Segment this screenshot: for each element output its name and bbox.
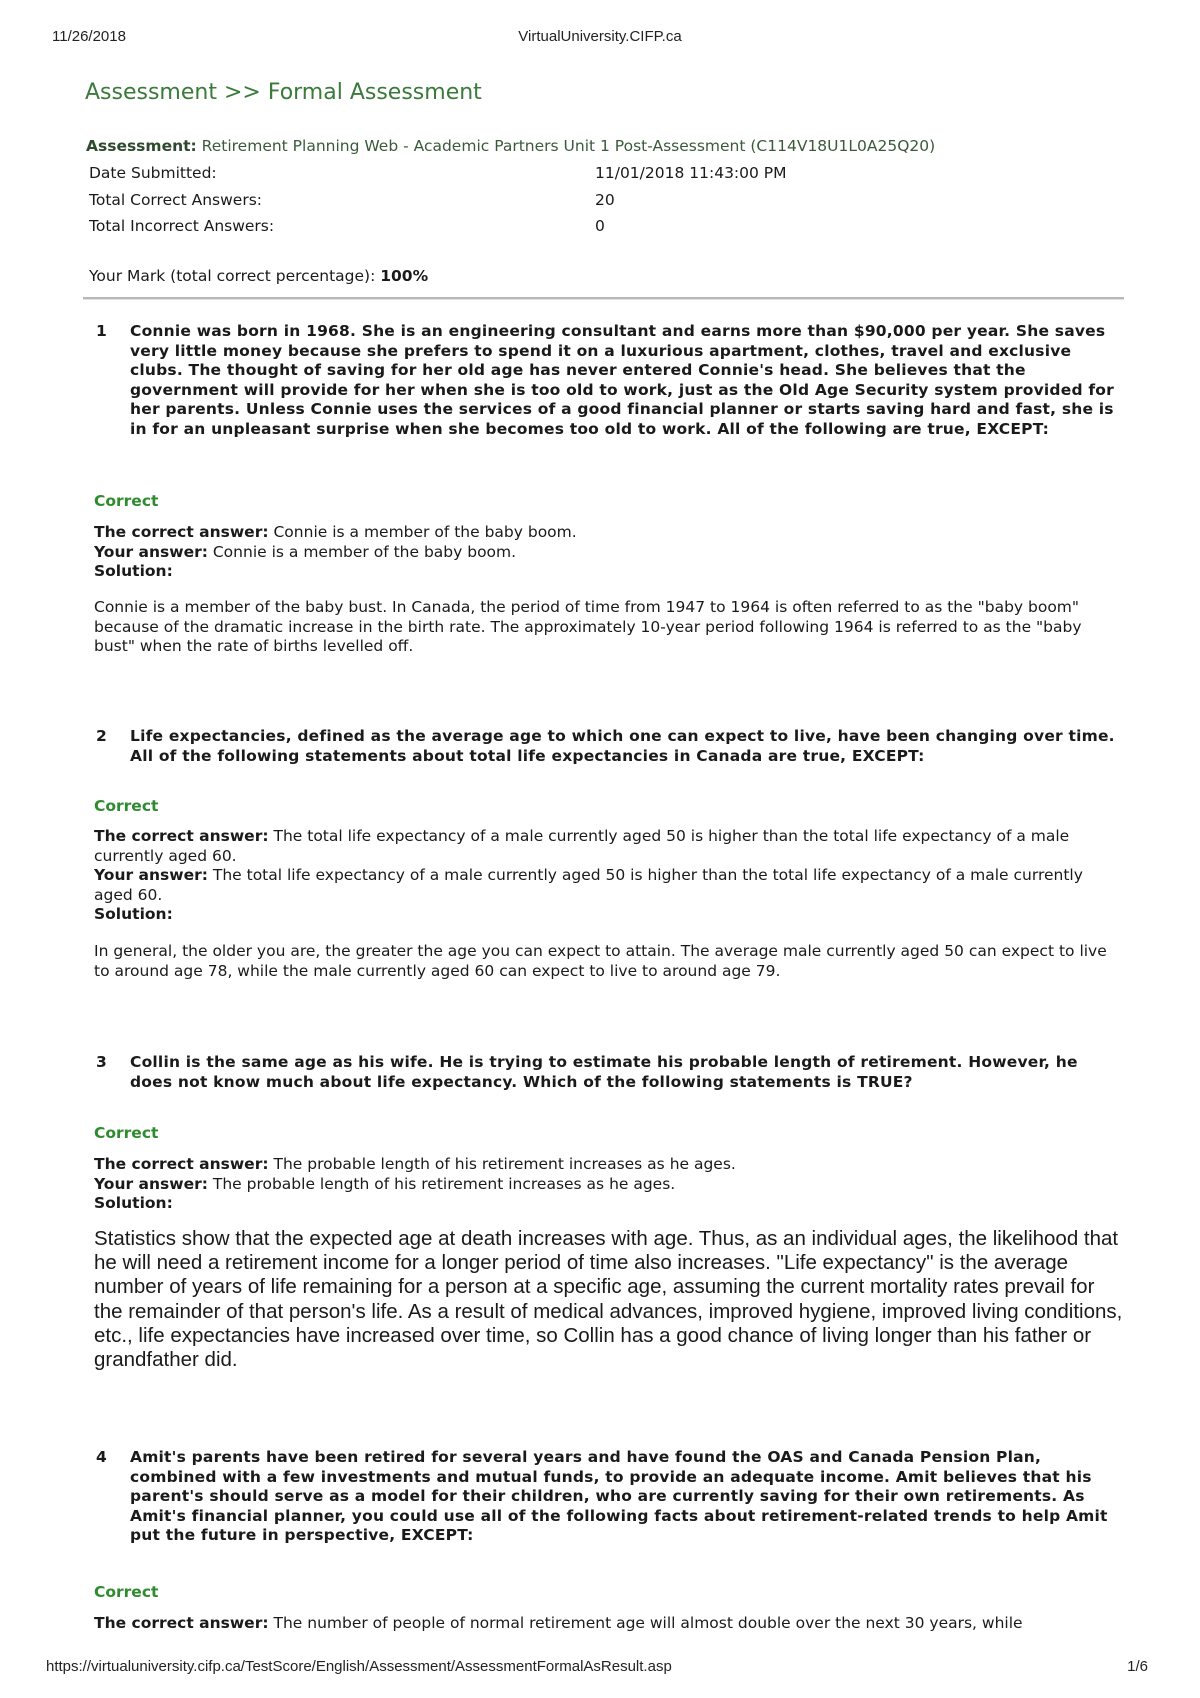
your-answer-label: Your answer: [94, 543, 208, 561]
summary-row-incorrect [89, 217, 989, 244]
question-text: Amit's parents have been retired for several years and have found the OAS and Canada Pension Plan, combined with a few investments and mutual funds, to provide an adequate income. Amit believes that his parent's should serve as a model for their children, who are currently saving for their own retirements. As Amit's financial planner, you could use all of the following facts about retirement-related trends to help Amit put the future in perspective, EXCEPT: [130, 1448, 1108, 1545]
solution-text: Connie is a member of the baby bust. In Canada, the period of time from 1947 to 1964 is often referred to as the "baby boom" because of the dramatic increase in the birth rate. The approximately 10-year period following 1964 is referred to as the "baby bust" when the rate of births levelled off. [94, 598, 1082, 656]
question-number: 2 [96, 727, 107, 745]
correct-answer-text: Connie is a member of the baby boom. [273, 523, 577, 541]
print-footer [0, 1658, 1200, 1678]
your-answer-text: The total life expectancy of a male currently aged 50 is higher than the total life expectancy of a male currently aged 60. [94, 866, 1083, 904]
correct-answer-text: The number of people of normal retirement age will almost double over the next 30 years, while [273, 1614, 1023, 1632]
print-url: https://virtualuniversity.cifp.ca/TestScore/English/Assessment/AssessmentFormalAsResult.asp [46, 1658, 672, 1675]
summary-value: 0 [595, 217, 605, 235]
solution-text: Statistics show that the expected age at death increases with age. Thus, as an individual ages, the likelihood that he will need a retirement income for a longer period of time also increases. "Life expectancy" is the average number of years of life remaining for a person at a specific age, assuming the current mortality rates prevail for the remainder of that person's life. As a result of medical advances, improved hygiene, improved living conditions, etc., life expectancies have increased over time, so Collin has a good chance of living longer than his father or grandfather did. [94, 1227, 1123, 1372]
correct-answer [94, 1614, 1114, 1634]
print-date: 11/26/2018 [52, 28, 126, 45]
section-divider [83, 297, 1124, 300]
status-correct: Correct [94, 1124, 159, 1142]
summary-label: Date Submitted: [89, 164, 217, 182]
correct-answer [94, 1155, 1114, 1175]
assessment-name: Retirement Planning Web - Academic Partners Unit 1 Post-Assessment (C114V18U1L0A25Q20) [201, 137, 936, 155]
correct-answer-label: The correct answer: [94, 523, 269, 541]
question-number: 1 [96, 322, 107, 340]
question-number: 4 [96, 1448, 107, 1466]
mark-value: 100% [380, 267, 429, 285]
summary-label: Total Incorrect Answers: [89, 217, 275, 235]
correct-answer [94, 523, 1114, 543]
your-answer [94, 866, 1114, 905]
correct-answer-label: The correct answer: [94, 1614, 269, 1632]
correct-answer-text: The probable length of his retirement increases as he ages. [273, 1155, 736, 1173]
status-correct: Correct [94, 797, 159, 815]
question-text: Connie was born in 1968. She is an engineering consultant and earns more than $90,000 per year. She saves very little money because she prefers to spend it on a luxurious apartment, clothes, travel and exclusive clubs. The thought of saving for her old age has never entered Connie's head. She believes that the government will provide for her when she is too old to work, just as the Old Age Security system provided for her parents. Unless Connie uses the services of a good financial planner or starts saving hard and fast, she is in for an unpleasant surprise when she becomes too old to work. All of the following are true, EXCEPT: [130, 322, 1114, 438]
status-correct: Correct [94, 492, 159, 510]
your-answer [94, 543, 1114, 563]
breadcrumb: Assessment >> Formal Assessment [85, 80, 482, 105]
correct-answer-label: The correct answer: [94, 1155, 269, 1173]
solution-label: Solution: [94, 562, 173, 580]
summary-row-date [89, 164, 989, 191]
page-number: 1/6 [1127, 1658, 1148, 1675]
summary-value: 11/01/2018 11:43:00 PM [595, 164, 787, 182]
summary-label: Total Correct Answers: [89, 190, 263, 209]
correct-answer [94, 827, 1114, 866]
your-answer [94, 1175, 1114, 1195]
summary-value: 20 [595, 190, 615, 209]
question-number: 3 [96, 1053, 107, 1071]
summary-row-correct [89, 191, 989, 218]
question-text: Life expectancies, defined as the average age to which one can expect to live, have been changing over time. All of the following statements about total life expectancies in Canada are true, EXCEPT: [130, 727, 1115, 765]
results-summary [89, 164, 989, 244]
print-site-title: VirtualUniversity.CIFP.ca [518, 28, 682, 45]
question-text: Collin is the same age as his wife. He is trying to estimate his probable length of retirement. However, he does not know much about life expectancy. Which of the following statements is TRUE? [130, 1053, 1078, 1091]
correct-answer-label: The correct answer: [94, 827, 269, 845]
solution-label: Solution: [94, 1194, 173, 1212]
print-header [0, 28, 1200, 48]
correct-answer-text: The total life expectancy of a male currently aged 50 is higher than the total life expectancy of a male currently aged 60. [94, 827, 1070, 865]
your-answer-label: Your answer: [94, 1175, 208, 1193]
solution-text: In general, the older you are, the greater the age you can expect to attain. The average male currently aged 50 can expect to live to around age 78, while the male currently aged 60 can expect to live to around age 79. [94, 942, 1107, 980]
status-correct: Correct [94, 1583, 159, 1601]
your-answer-text: Connie is a member of the baby boom. [212, 543, 517, 561]
your-answer-label: Your answer: [94, 866, 208, 884]
assessment-title [86, 137, 935, 155]
total-mark [89, 267, 428, 285]
solution-label: Solution: [94, 905, 173, 923]
mark-label: Your Mark (total correct percentage): [89, 267, 376, 285]
your-answer-text: The probable length of his retirement increases as he ages. [212, 1175, 676, 1193]
assessment-label: Assessment: [86, 137, 197, 155]
